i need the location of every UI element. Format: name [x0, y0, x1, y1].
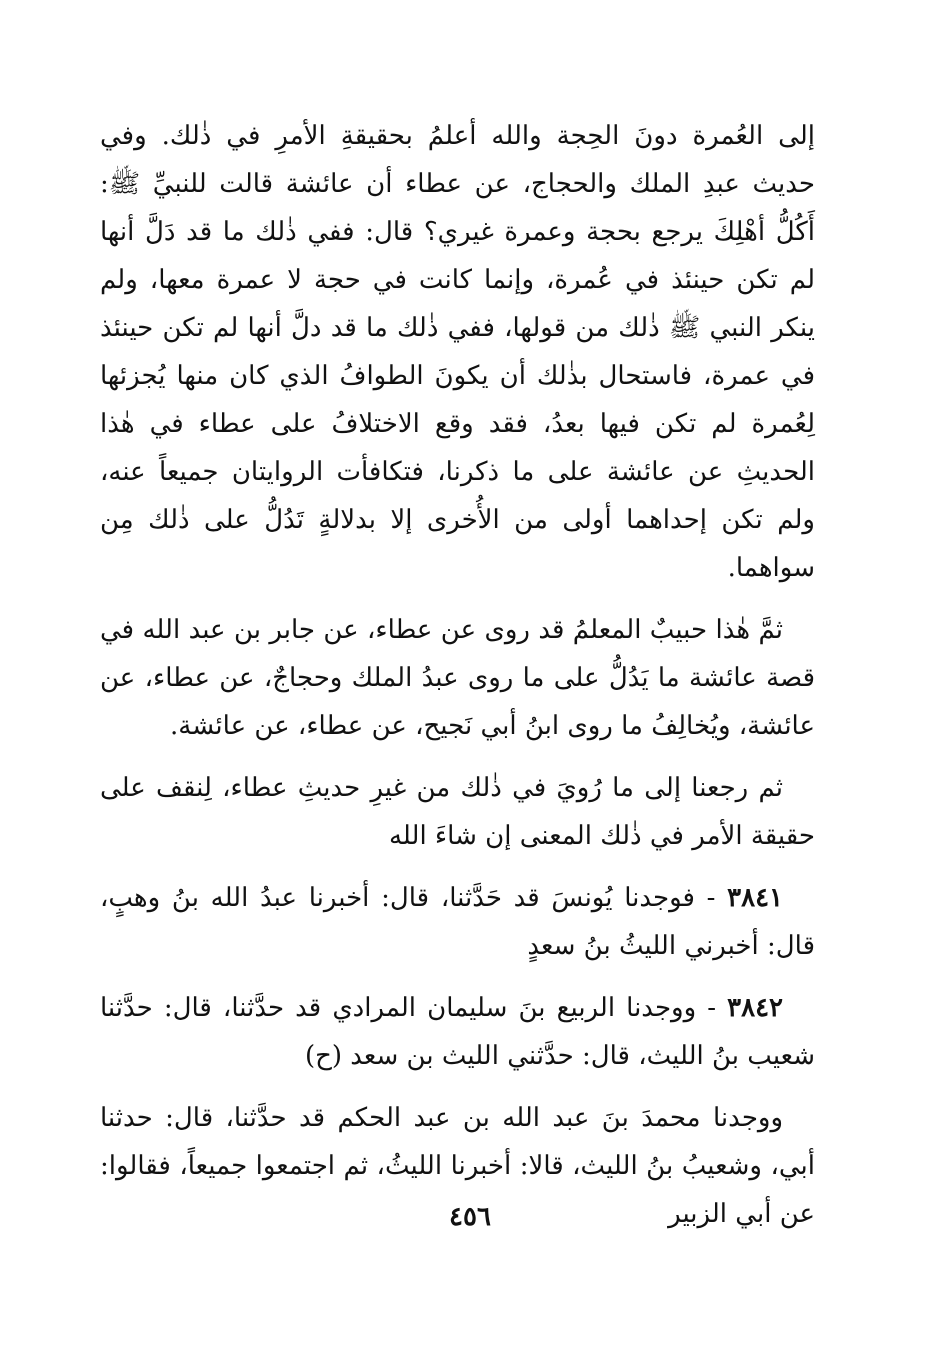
hadith-text: - ووجدنا الربيع بنَ سليمان المرادي قد حدَّثنا، قال: حدَّثنا شعيب بنُ الليث، قال: حدَّثني الليث بن سعد (ح) [100, 993, 815, 1071]
hadith-3841 [100, 874, 815, 970]
paragraph-3: ثم رجعنا إلى ما رُويَ في ذٰلك من غيرِ حديثِ عطاء، لِنقف على حقيقة الأمر في ذٰلك المعنى إن شاءَ الله [100, 773, 815, 851]
paragraph-6: ووجدنا محمدَ بنَ عبد الله بن عبد الحكم قد حدَّثنا، قال: حدثنا أبي، وشعيبُ بنُ الليث، قالا: أخبرنا الليثُ، ثم اجتمعوا جميعاً، فقالوا: عن أبي الزبير [100, 1103, 815, 1229]
hadith-number: ٣٨٤١ [727, 883, 783, 913]
hadith-number: ٣٨٤٢ [727, 993, 783, 1023]
page-number: ٤٥٦ [449, 1202, 491, 1232]
paragraph-2: ثمَّ هٰذا حبيبٌ المعلمُ قد روى عن عطاء، عن جابر بن عبد الله في قصة عائشة ما يَدُلُّ على ما روى عبدُ الملك وحجاجٌ، عن عطاء، عن عائشة، ويُخالِفُ ما روى ابنُ أبي نَجيح، عن عطاء، عن عائشة. [100, 615, 815, 741]
paragraph-1: إلى العُمرة دونَ الحِجة والله أعلمُ بحقيقةِ الأمرِ في ذٰلك. وفي حديث عبدِ الملك والحجاج، عن عطاء أن عائشة قالت للنبيِّ ﷺ: أَكُلُّ أهْلِكَ يرجع بحجة وعمرة غيري؟ قال: ففي ذٰلك ما قد دَلَّ أنها لم تكن حينئذ في عُمرة، وإنما كانت في حجة لا عمرة معها، ولم ينكر النبي ﷺ ذٰلك من قولها، ففي ذٰلك ما قد دلَّ أنها لم تكن حينئذ في عمرة، فاستحال بذٰلك أن يكونَ الطوافُ الذي كان منها يُجزئها لِعُمرة لم تكن فيها بعدُ، فقد وقع الاختلافُ على عطاء في هٰذا الحديثِ عن عائشة على ما ذكرنا، فتكافأت الروايتان جميعاً عنه، ولم تكن إحداهما أولى من الأُخرى إلا بدلالةٍ تَدُلُّ على ذٰلك مِن سواهما. [100, 121, 815, 583]
hadith-text: - فوجدنا يُونسَ قد حَدَّثنا، قال: أخبرنا عبدُ الله بنُ وهبٍ، قال: أخبرني الليثُ بنُ سعدٍ [100, 883, 815, 961]
body-text [100, 112, 815, 1252]
hadith-3842 [100, 984, 815, 1080]
